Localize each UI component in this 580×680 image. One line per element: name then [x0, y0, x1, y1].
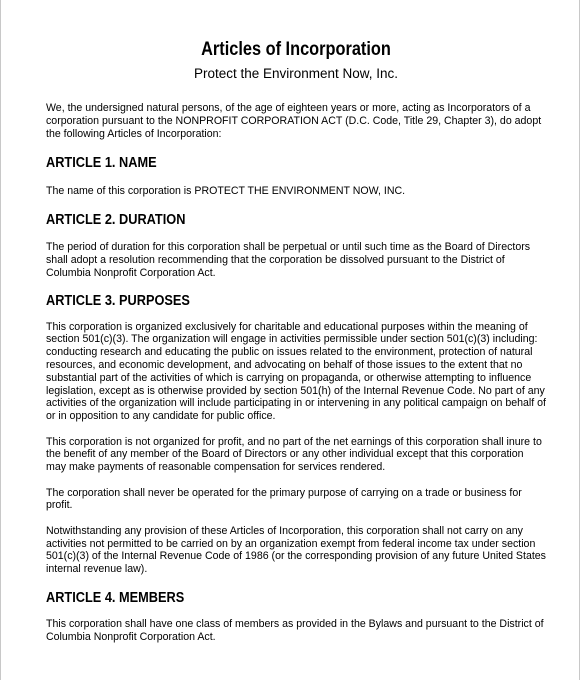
article-3-heading: ARTICLE 3. PURPOSES	[46, 292, 190, 309]
article-3-paragraph-4: Notwithstanding any provision of these Articles of Incorporation, this corporation shall not carry on any activities not permitted to be carried on by an organization exempt from federal income tax under section 501(c)(3) of the Internal Revenue Code of 1986 (or the corresponding provision of any future United States internal revenue law).	[46, 524, 546, 576]
article-3-paragraph-1: This corporation is organized exclusively for charitable and educational purposes within the meaning of section 501(c)(3). The organization will engage in activities permissible under section 501(c)(3) including: conducting research and educating the public on issues related to the environment, protection of natural resources, and economic development, and advocating on behalf of those issues to the extent that no substantial part of the activities of which is carrying on propaganda, or otherwise attempting to influence legislation, except as is otherwise provided by section 501(h) of the Internal Revenue Code. No part of any activities of the organization will include participating in or intervening in any political campaign on behalf of or in opposition to any candidate for public office.	[46, 320, 546, 423]
document-content	[46, 38, 546, 644]
article-3-paragraph-3: The corporation shall never be operated for the primary purpose of carrying on a trade or business for profit.	[46, 486, 522, 512]
intro-paragraph: We, the undersigned natural persons, of the age of eighteen years or more, acting as Incorporators of a corporation pursuant to the NONPROFIT CORPORATION ACT (D.C. Code, Title 29, Chapter 3), do adopt the following Articles of Incorporation:	[46, 102, 542, 140]
document-title: Articles of Incorporation	[201, 39, 391, 60]
article-2-heading: ARTICLE 2. DURATION	[46, 212, 186, 229]
document-subtitle: Protect the Environment Now, Inc.	[193, 66, 399, 81]
article-1-heading: ARTICLE 1. NAME	[46, 155, 157, 172]
article-1-paragraph-1: The name of this corporation is PROTECT THE ENVIRONMENT NOW, INC.	[46, 185, 406, 198]
article-2-paragraph-1: The period of duration for this corporation shall be perpetual or until such time as the Board of Directors shall adopt a resolution recommending that the corporation be dissolved pursuant to the District of Columbia Nonprofit Corporation Act.	[46, 241, 531, 279]
article-4-paragraph-1: This corporation shall have one class of members as provided in the Bylaws and pursuant to the District of Columbia Nonprofit Corporation Act.	[46, 617, 544, 643]
article-4-heading: ARTICLE 4. MEMBERS	[46, 589, 185, 606]
article-3-paragraph-2: This corporation is not organized for profit, and no part of the net earnings of this corporation shall inure to the benefit of any member of the Board of Directors or any other individual except that this corporation may make payments of reasonable compensation for services rendered.	[46, 435, 542, 474]
